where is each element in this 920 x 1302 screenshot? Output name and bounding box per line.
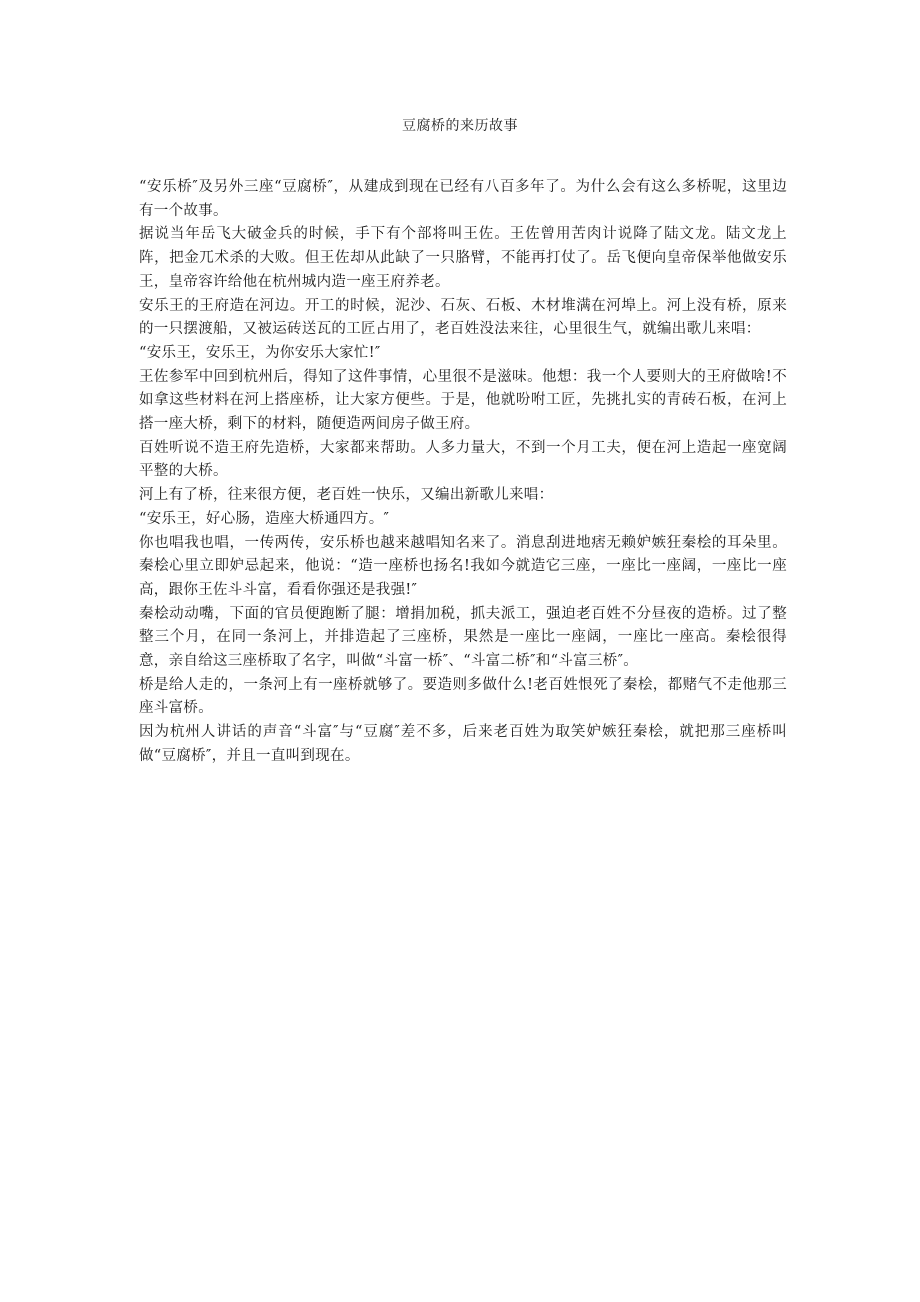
- paragraph: 王佐参军中回到杭州后，得知了这件事情，心里很不是滋味。他想：我一个人要则大的王府做啥!不如拿这些材料在河上搭座桥，让大家方便些。于是，他就吩咐工匠，先挑扎实的青砖石板，在河上搭一座大桥，剩下的材料，随便造两间房子做王府。: [139, 368, 787, 433]
- paragraph: 秦桧动动嘴，下面的官员便跑断了腿：增捐加税，抓夫派工，强迫老百姓不分昼夜的造桥。过了整整三个月，在同一条河上，并排造起了三座桥，果然是一座比一座阔，一座比一座高。秦桧很得意，亲自给这三座桥取了名字，叫做“斗富一桥″、“斗富二桥″和“斗富三桥″。: [139, 605, 787, 670]
- document-body: [139, 176, 787, 769]
- paragraph: 桥是给人走的，一条河上有一座桥就够了。要造则多做什么!老百姓恨死了秦桧，都赌气不走他那三座斗富桥。: [139, 676, 787, 717]
- paragraph: 百姓听说不造王府先造桥，大家都来帮助。人多力量大，不到一个月工夫，便在河上造起一座宽阔平整的大桥。: [139, 439, 787, 480]
- paragraph: 因为杭州人讲话的声音“斗富″与“豆腐″差不多，后来老百姓为取笑妒嫉狂秦桧，就把那三座桥叫做“豆腐桥″，并且一直叫到现在。: [139, 724, 787, 764]
- paragraph: “安乐王，安乐王，为你安乐大家忙!″: [139, 344, 381, 361]
- paragraph: “安乐桥″及另外三座“豆腐桥″，从建成到现在已经有八百多年了。为什么会有这么多桥呢，这里边有一个故事。: [139, 179, 787, 219]
- paragraph: 安乐王的王府造在河边。开工的时候，泥沙、石灰、石板、木材堆满在河埠上。河上没有桥，原来的一只摆渡船，又被运砖送瓦的工匠占用了，老百姓没法来往，心里很生气，就编出歌儿来唱：: [139, 297, 787, 338]
- paragraph: “安乐王，好心肠，造座大桥通四方。″: [139, 510, 390, 527]
- paragraph: 河上有了桥，往来很方便，老百姓一快乐，又编出新歌儿来唱：: [139, 487, 554, 504]
- paragraph: 据说当年岳飞大破金兵的时候，手下有个部将叫王佐。王佐曾用苦肉计说降了陆文龙。陆文龙上阵，把金兀术杀的大败。但王佐却从此缺了一只胳臂，不能再打仗了。岳飞便向皇帝保举他做安乐王，皇帝容许给他在杭州城内造一座王府养老。: [139, 226, 787, 290]
- paragraph: 你也唱我也唱，一传两传，安乐桥也越来越唱知名来了。消息刮进地痞无赖妒嫉狂秦桧的耳朵里。秦桧心里立即妒忌起来，他说：“造一座桥也扬名!我如今就造它三座，一座比一座阔，一座比一座高，跟你王佐斗斗富，看看你强还是我强!″: [139, 534, 787, 598]
- document-title: 豆腐桥的来历故事: [402, 118, 518, 134]
